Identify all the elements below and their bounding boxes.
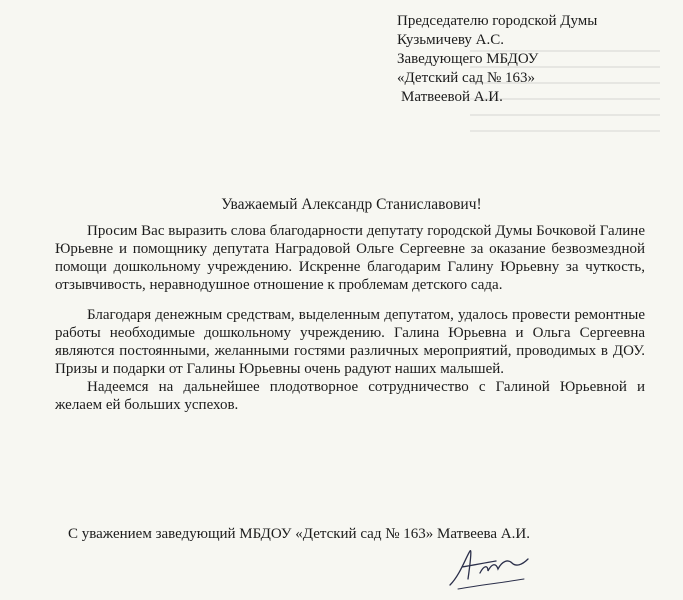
addressee-line-3: Заведующего МБДОУ [397, 51, 539, 67]
addressee-line-4: «Детский сад № 163» [397, 70, 536, 86]
addressee-block [397, 12, 597, 107]
paragraph-repairs: Благодаря денежным средствам, выделенным депутатом, удалось провести ремонтные работы необходимые дошкольному учреждению. Галина Юрьевна и Ольга Сергеевна являются постоянными, желанными гостями различных мероприятий, проводимых в ДОУ. Призы и подарки от Галины Юрьевны очень радуют наших малышей. [55, 307, 645, 377]
letter-body [55, 222, 645, 414]
closing-line: С уважением заведующий МБДОУ «Детский сад № 163» Матвеева А.И. [68, 526, 530, 542]
addressee-line-1: Председателю городской Думы [397, 13, 598, 29]
paragraph-wishes: Надеемся на дальнейшее плодотворное сотрудничество с Галиной Юрьевной и желаем ей больших успехов. [55, 379, 645, 413]
addressee-line-5: Матвеевой А.И. [401, 89, 503, 105]
salutation: Уважаемый Александр Станиславович! [221, 196, 482, 213]
handwritten-signature [440, 545, 530, 593]
paragraph-gratitude: Просим Вас выразить слова благодарности депутату городской Думы Бочковой Галине Юрьевне и помощнику депутата Наградовой Ольге Сергеевне за оказание безвозмездной помощи дошкольному учреждению. Искренне благодарим Галину Юрьевну за чуткость, отзывчивость, неравнодушное отношение к проблемам детского сада. [55, 223, 645, 293]
addressee-line-2: Кузьмичеву А.С. [397, 32, 505, 48]
